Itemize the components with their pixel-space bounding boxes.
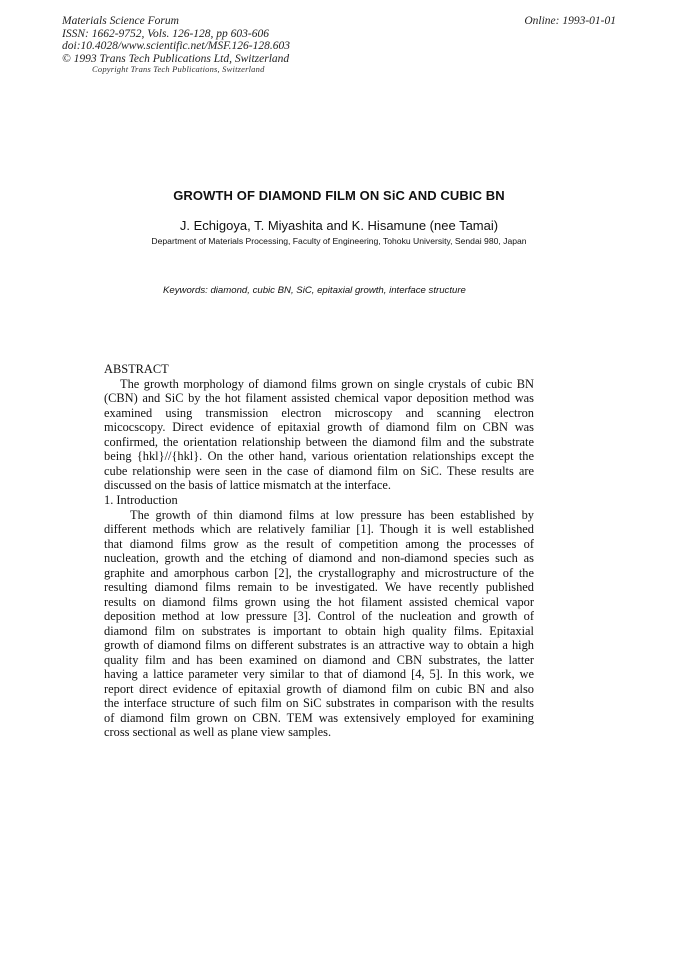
introduction-line: that diamond films grow as the result of competition among the processes of: [104, 536, 534, 551]
abstract-section: [104, 362, 534, 493]
paper-affiliation: Department of Materials Processing, Faculty of Engineering, Tohoku University, Sendai 980, Japan: [151, 236, 527, 246]
introduction-line: report direct evidence of epitaxial growth of diamond film on cubic BN and also: [104, 681, 534, 696]
introduction-line: resulting diamond films remain to be investigated. We have recently published: [104, 580, 534, 594]
abstract-line: cube relationship were seen in the case of diamond film on SiC. These results are: [104, 463, 534, 478]
abstract-line: confirmed, the orientation relationship between the diamond film and the substrate: [104, 434, 534, 449]
abstract-line: examined using transmission electron microscopy and scanning electron: [104, 405, 534, 420]
doi-line: doi:10.4028/www.scientific.net/MSF.126-128.603: [62, 40, 290, 52]
introduction-line: different methods which are relatively familiar [1]. Though it is well established: [104, 522, 534, 536]
introduction-line: graphite and amorphous carbon [2], the crystallography and microstructure of the: [104, 565, 534, 580]
introduction-line: having a lattice parameter very similar to that of diamond [4, 5]. In this work, we: [104, 667, 534, 681]
abstract-line: The growth morphology of diamond films grown on single crystals of cubic BN: [120, 376, 534, 391]
issn-line: ISSN: 1662-9752, Vols. 126-128, pp 603-606: [62, 27, 269, 40]
abstract-paragraph: [104, 377, 534, 493]
introduction-heading: 1. Introduction: [104, 493, 178, 507]
paper-title: GROWTH OF DIAMOND FILM ON SiC AND CUBIC BN: [173, 188, 505, 203]
introduction-line: growth of diamond films on different substrates is an attractive way to obtain a high: [104, 638, 534, 652]
introduction-line: The growth of thin diamond films at low pressure has been established by: [130, 507, 534, 522]
introduction-line: diamond film on substrates is important to obtain high quality films. Epitaxial: [104, 623, 534, 638]
abstract-line: being {hkl}//{hkl}. On the other hand, various orientation relationships except the: [104, 449, 534, 463]
introduction-section: [104, 493, 534, 740]
introduction-line: quality film and has been examined on diamond and CBN substrates, the latter: [104, 652, 534, 667]
abstract-line: (CBN) and SiC by the hot filament assisted chemical vapor deposition method was: [104, 391, 534, 405]
introduction-line: results on diamond films grown using the hot filament assisted chemical vapor: [104, 594, 534, 609]
introduction-line: of diamond film grown on CBN. TEM was extensively employed for examining: [104, 710, 534, 725]
introduction-line: the interface structure of such film on SiC substrates in comparison with the results: [104, 696, 534, 710]
journal-header: [62, 15, 290, 74]
copyright-notice: Copyright Trans Tech Publications, Switzerland: [92, 64, 265, 74]
paper-keywords: Keywords: diamond, cubic BN, SiC, epitaxial growth, interface structure: [163, 285, 466, 296]
introduction-paragraph: [104, 508, 534, 740]
introduction-line: nucleation, growth and the etching of diamond and non-diamond species such as: [104, 551, 534, 565]
introduction-line: deposition method at low pressure [3]. Control of the nucleation and growth of: [104, 609, 534, 623]
abstract-heading: ABSTRACT: [104, 362, 169, 376]
publisher-line: © 1993 Trans Tech Publications Ltd, Switzerland: [62, 52, 290, 65]
abstract-line: discussed on the basis of lattice mismatch at the interface.: [104, 478, 391, 492]
journal-name: Materials Science Forum: [62, 15, 179, 27]
online-date: Online: 1993-01-01: [524, 15, 616, 27]
introduction-line: cross sectional as well as plane view samples.: [104, 725, 332, 739]
paper-authors: J. Echigoya, T. Miyashita and K. Hisamune (nee Tamai): [179, 218, 499, 233]
abstract-line: micocscopy. Direct evidence of epitaxial growth of diamond film on CBN was: [104, 420, 534, 434]
